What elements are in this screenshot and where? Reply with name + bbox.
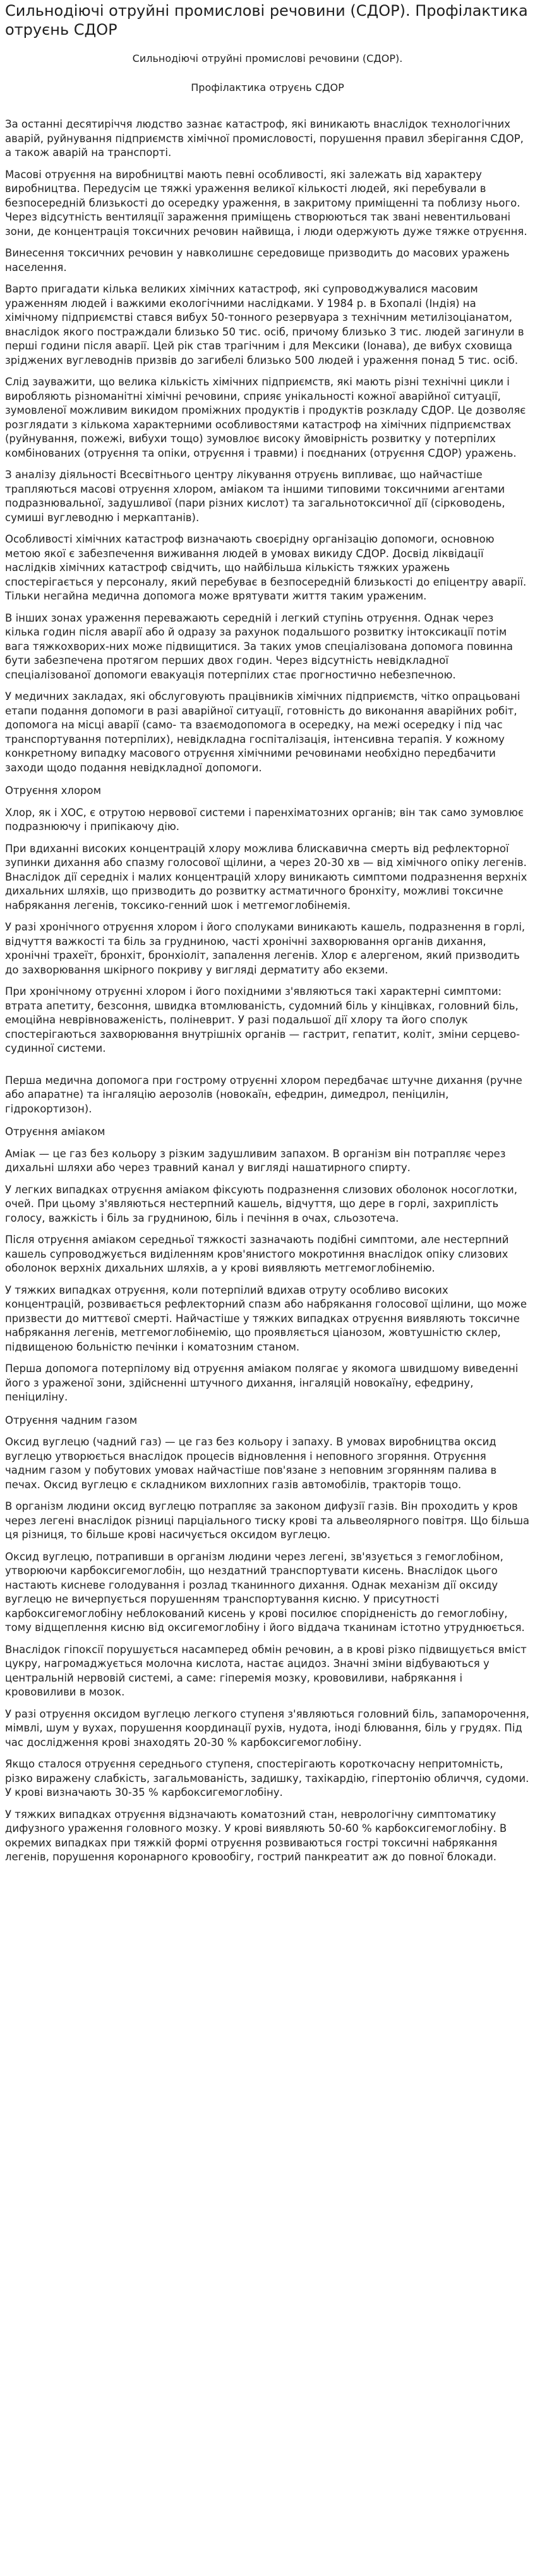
paragraph: У разі отруєння оксидом вуглецю легкого ступеня з'являються головний біль, запаморочення, мімвлі, шум у вухах, порушення координації рухів, нудота, іноді блювання, біль у грудях. Під час дослідження крові знаходять 20-30 % карбоксигемоглобіну. xyxy=(5,1707,529,1748)
paragraph: Оксид вуглецю (чадний газ) — це газ без кольору і запаху. В умовах виробництва оксид вуглецю утворюється внаслідок процесів відновлення і неповного згоряння. Отруєння чадним газом у побутових умовах найчастіше пов'язане з неповним згорянням палива в печах. Оксид вуглецю є складником вихлопних газів автомобілів, тракторів тощо. xyxy=(5,1436,497,1491)
paragraph: З аналізу діяльності Всесвітнього центру лікування отруєнь випливає, що найчастіше трапляються масові отруєння хлором, аміаком та іншими типовими токсичними агентами подразнювальної, задушливої (пари різних кислот) та загальнотоксичної дії (сірководень, сумиші вуглеводню і меркаптанів). xyxy=(5,469,505,524)
paragraph: Варто пригадати кілька великих хімічних катастроф, які супроводжувалися масовим ураженням людей і важкими екологічними наслідками. У 1984 р. в Бхопалі (Індія) на хімічному підприємстві стався вибух 50-тонного резервуара з технічним метилізоціанатом, внаслідок якого постраждали близько 50 тис. осіб, причому близько 3 тис. людей загинули в перші години після аварії. Цей рік став трагічним і для Мексики (Іонава), де вибух сховища зріджених вуглеводнів призвів до загибелі близько 500 людей і ураження понад 5 тис. осіб. xyxy=(5,283,524,366)
document-title: Сильнодіючі отруйні промислові речовини (СДОР). Профілактика отруєнь СДОР xyxy=(5,2,528,39)
paragraph: Внаслідок гіпоксії порушується насамперед обмін речовин, а в крові різко підвищується вміст цукру, нагромаджується молочна кислота, настає ацидоз. Значні зміни відбуваються у центральній нервовій системі, а саме: гіперемія мозку, крововиливи, набрякання і крововиливи в мозок. xyxy=(5,1643,527,1698)
paragraph: Перша допомога потерпілому від отруєння аміаком полягає у якомога швидшому виведенні його з ураженої зони, здійсненні штучного дихання, інгаляцій новокаїну, ефедрину, пеніциліну. xyxy=(5,1363,519,1403)
paragraph: Перша медична допомога при гострому отруєнні хлором передбачає штучне дихання (ручне або апаратне) та інгаляцію аерозолів (новокаїн, ефедрин, димедрол, пеніцилін, гідрокортизон). xyxy=(5,1074,522,1115)
paragraph: В організм людини оксид вуглецю потрапляє за законом дифузії газів. Він проходить у кров через легені внаслідок різниці парціального тиску крові та альвеолярного повітря. Що більша ця різниця, то більше крові насичується оксидом вуглецю. xyxy=(5,1500,530,1541)
paragraph: Масові отруєння на виробництві мають певні особливості, які залежать від характеру виробництва. Передусім це тяжкі ураження великої кількості людей, які перебували в безпосередній близькості до осередку ураження, в закритому приміщенні та поблизу нього. Через відсутність вентиляції зараження приміщень створюються так звані невентильовані зони, де концентрація токсичних речовин найвища, і люди одержують дуже тяжке отруєння. xyxy=(5,168,527,238)
paragraph: У медичних закладах, які обслуговують працівників хімічних підприємств, чітко опрацьовані етапи подання допомоги в разі аварійної ситуації, готовність до виконання аварійних робіт, допомога на місці аварії (само- та взаємодопомога в осередку, на межі осередку і під час транспортування потерпілих), невідкладна госпіталізація, інтенсивна терапія. У кожному конкретному випадку масового отруєння хімічними речовинами необхідно передбачити заходи щодо подання невідкладної допомоги. xyxy=(5,690,520,774)
paragraph: У легких випадках отруєння аміаком фіксують подразнення слизових оболонок носоглотки, очей. При цьому з'являються нестерпний кашель, відчуття, що дере в горлі, захриплість голосу, важкість і біль за грудниною, біль і печіння в очах, сльозотеча. xyxy=(5,1183,517,1224)
paragraph: Аміак — це газ без кольору з різким задушливим запахом. В організм він потрапляє через дихальні шляхи або через травний канал у вигляді нашатирного спирту. xyxy=(5,1147,506,1174)
paragraph: За останні десятиріччя людство зазнає катастроф, які виникають внаслідок технологічних аварій, руйнування підприємств хімічної промисловості, порушення правил зберігання СДОР, а також аварій на транспорті. xyxy=(5,118,524,159)
paragraph: У тяжких випадках отруєння відзначають коматозний стан, неврологічну симптоматику дифузного ураження головного мозку. У крові виявляють 50-60 % карбоксигемоглобіну. В окремих випадках при тяжкій формі отруєння розвиваються гострі токсичні набрякання легенів, порушення коронарного кровообігу, гострий панкреатит аж до повної блокади. xyxy=(5,1808,507,1863)
paragraph: Після отруєння аміаком середньої тяжкості зазначають подібні симптоми, але нестерпний кашель супроводжується виділенням кров'янистого мокротиння внаслідок опіку слизових оболонок верхніх дихальних шляхів, а у крові виявляють метгемоглобінемію. xyxy=(5,1234,509,1274)
paragraph: Хлор, як і ХОС, є отрутою нервової системи і паренхіматозних органів; він так само зумовлює подразнюючу і припікаючу дію. xyxy=(5,806,524,833)
paragraph: Винесення токсичних речовин у навколишнє середовище призводить до масових уражень населення. xyxy=(5,247,510,274)
section-heading-carbon-monoxide: Отруєння чадним газом xyxy=(5,1414,138,1426)
paragraph: При хронічному отруєнні хлором і його похідними з'являються такі характерні симптоми: втрата апетиту, безсоння, швидка втомлюваність, судомний біль у кінцівках, головний біль, емоційна неврівноваженість, поліневрит. У разі подальшої дії хлору та його сполук спостерігаються захворювання внутрішніх органів — гастрит, гепатит, коліт, зміни серцево-судинної системи. xyxy=(5,985,520,1054)
paragraph: Особливості хімічних катастроф визначають своєрідну організацію допомоги, основною метою якої є забезпечення виживання людей в умовах викиду СДОР. Досвід ліквідації наслідків хімічних катастроф свідчить, що найбільша кількість тяжких уражень спостерігається у персоналу, який перебуває в безпосередній близькості до епіцентру аварії. Тільки негайна медична допомога може врятувати життя таким ураженим. xyxy=(5,533,527,602)
paragraph: У тяжких випадках отруєння, коли потерпілий вдихав отруту особливо високих концентрацій, розвивається рефлекторний спазм або набрякання голосової щілини, що може призвести до миттєвої смерті. Найчастіше у тяжких випадках отруєння виявляють токсичне набрякання легенів, метгемоглобінемію, що проявляється ціанозом, жовтушністю склер, підвищеною больністю печінки і коматозним станом. xyxy=(5,1284,527,1353)
paragraph: Якщо сталося отруєння середнього ступеня, спостерігають короткочасну непритомність, різко виражену слабкість, загальмованість, задишку, тахікардію, гіпертонію обличчя, судоми. У крові визначають 30-35 % карбоксигемоглобіну. xyxy=(5,1758,529,1798)
section-heading-chlorine: Отруєння хлором xyxy=(5,785,102,797)
paragraph: Оксид вуглецю, потрапивши в організм людини через легені, зв'язується з гемоглобіном, утворюючи карбоксигемоглобін, що нездатний транспортувати кисень. Внаслідок цього настають кисневе голодування і розлад тканинного дихання. Однак механізм дії оксиду вуглецю не вичерпується порушенням транспортування кисню. У присутності карбоксигемоглобіну неблокований кисень у крові посилює спорідненість до гемоглобіну, тому відщеплення кисню від оксигемоглобіну і його віддача тканинам істотно утруднюється. xyxy=(5,1550,525,1634)
document-subtitle-prevention: Профілактика отруєнь СДОР xyxy=(191,81,344,93)
paragraph: В інших зонах ураження переважають середній і легкий ступінь отруєння. Однак через кілька годин після аварії або й одразу за рахунок подальшого розвитку інтоксикації потім вага тяжкохворих-них може підвищитися. За таких умов спеціалізована допомога повинна бути забезпечена протягом перших двох годин. Через відсутність невідкладної спеціалізованої допомоги евакуація потерпілих стає прогностично небезпечною. xyxy=(5,611,513,681)
paragraph: При вдиханні високих концентрацій хлору можлива блискавична смерть від рефлекторної зупинки дихання або спазму голосової щілини, а через 20-30 хв — від хімічного опіку легенів. Внаслідок дії середніх і малих концентрацій хлору виникають симптоми подразнення верхніх дихальних шляхів, що призводить до розвитку астматичного бронхіту, можливі токсичне набрякання легенів, токсико-генний шок і метгемоглобінемія. xyxy=(5,842,527,912)
article-body xyxy=(0,95,535,1865)
section-heading-ammonia: Отруєння аміаком xyxy=(5,1126,105,1138)
paragraph: У разі хронічного отруєння хлором і його сполуками виникають кашель, подразнення в горлі, відчуття важкості та біль за грудниною, часті хронічні захворювання органів дихання, хронічні трахеїт, бронхіт, бронхіоліт, запалення легенів. Хлор є алергеном, який призводить до захворювання шкірного покриву у вигляді дерматиту або екземи. xyxy=(5,921,526,976)
document-subtitle: Сильнодіючі отруйні промислові речовини (СДОР). xyxy=(132,52,403,64)
paragraph: Слід зауважити, що велика кількість хімічних підприємств, які мають різні технічні цикли і виробляють різноманітні хімічні речовини, сприяє унікальності кожної аварійної ситуації, зумовленої можливим викидом проміжних продуктів і продуктів розкладу СДОР. Це дозволяє розглядати з кількома характерними особливостями катастроф на хімічних підприємствах (руйнування, пожежі, вибухи тощо) зумовлює високу ймовірність розвитку у потерпілих комбінованих (отруєння та опіки, отруєння і травми) і поєднаних (отруєння СДОР) уражень. xyxy=(5,376,526,459)
